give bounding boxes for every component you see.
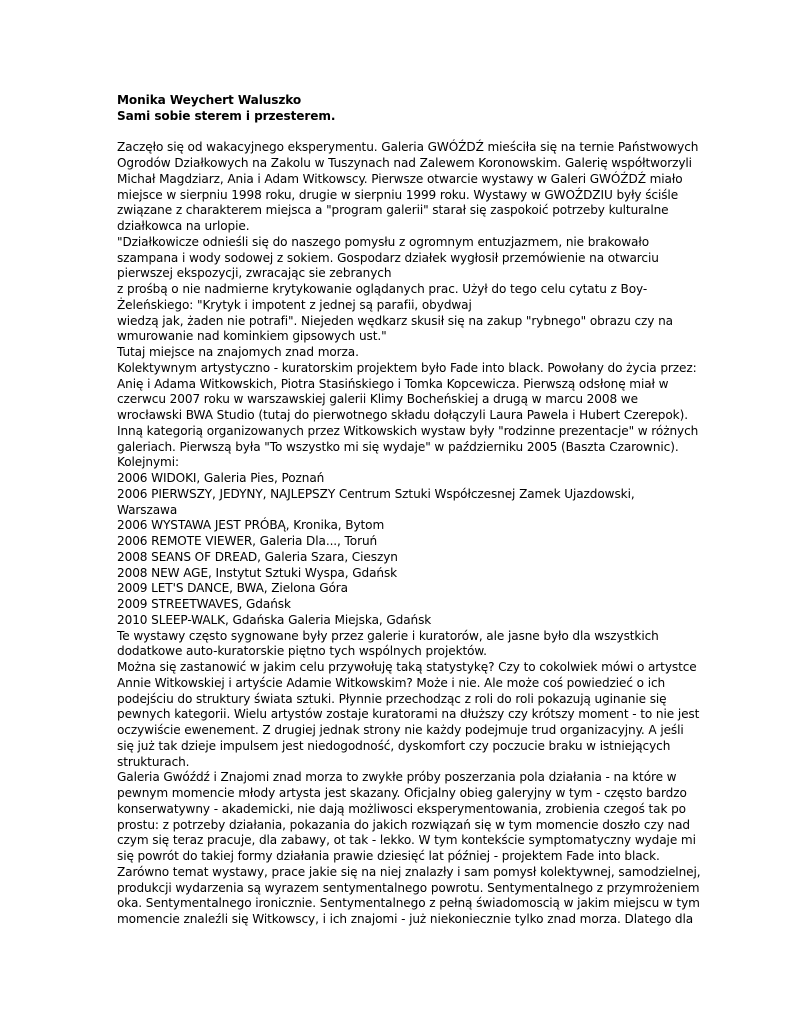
text-line: galeriach. Pierwszą była "To wszystko mi się wydaje" w październiku 2005 (Baszta Czarownic). — [117, 439, 679, 454]
text-line: Galeria Gwóźdź i Znajomi znad morza to zwykłe próby poszerzania pola działania - na które w — [117, 770, 677, 785]
text-line: 2009 LET'S DANCE, BWA, Zielona Góra — [117, 581, 348, 596]
text-line: 2009 STREETWAVES, Gdańsk — [117, 597, 291, 611]
text-line: 2008 NEW AGE, Instytut Sztuki Wyspa, Gdańsk — [117, 565, 398, 580]
text-line: 2008 SEANS OF DREAD, Galeria Szara, Cieszyn — [117, 549, 398, 564]
text-line: Zarówno temat wystawy, prace jakie się na niej znalazły i sam pomysł kolektywnej, samodzielnej, — [117, 864, 701, 879]
text-line: Zaczęło się od wakacyjnego eksperymentu. Galeria GWÓŹDŹ mieściła się na ternie Państwowych — [117, 140, 699, 155]
text-line: czym się teraz pracuje, dla zabawy, ot tak - lekko. W tym kontekście symptomatyczny wydaje mi — [117, 833, 696, 848]
text-line: 2006 WYSTAWA JEST PRÓBĄ, Kronika, Bytom — [117, 518, 385, 533]
text-line: podejściu do struktury świata sztuki. Płynnie przechodząc z roli do roli pokazują uginanie się — [117, 691, 667, 706]
document-page — [117, 93, 701, 928]
text-line: dodatkowe auto-kuratorskie piętno tych wspólnych projektów. — [117, 644, 487, 659]
text-line: pewnych kategorii. Wielu artystów zostaje kuratorami na dłuższy czy krótszy moment - to nie jest — [117, 707, 700, 722]
text-line: miejsce w sierpniu 1998 roku, drugie w sierpniu 1999 roku. Wystawy w GWOŹDZIU były ściśle — [117, 187, 679, 202]
text-line: konserwatywny - akademicki, nie dają możliwosci eksperymentowania, zrobienia czegoś tak po — [117, 801, 686, 816]
text-line: momencie znaleźli się Witkowscy, i ich znajomi - już niekoniecznie tylko znad morza. Dlatego dla — [117, 912, 694, 926]
text-line: "Działkowicze odnieśli się do naszego pomysłu z ogromnym entuzjazmem, nie brakowało — [117, 234, 650, 249]
text-line: Warszawa — [117, 502, 178, 517]
text-line: Żeleńskiego: "Krytyk i impotent z jednej są parafii, obydwaj — [117, 297, 472, 312]
text-line: wrocławski BWA Studio (tutaj do pierwotnego składu dołączyli Laura Pawela i Hubert Czerepok). — [117, 408, 688, 422]
title-block — [117, 93, 677, 125]
body-text — [117, 140, 701, 928]
text-line: działkowca na urlopie. — [117, 219, 250, 233]
text-line: prostu: z potrzeby działania, pokazania do jakich rozwiązań się w tym momencie doszło czy nad — [117, 817, 690, 832]
text-line: pewnym momencie młody artysta jest skazany. Oficjalny obieg galeryjny w tym - często bardzo — [117, 786, 687, 800]
text-line: Tutaj miejsce na znajomych znad morza. — [117, 345, 359, 359]
text-line: z prośbą o nie nadmierne krytykowanie oglądanych prac. Użył do tego celu cytatu z Boy- — [117, 282, 648, 296]
text-line: Inną kategorią organizowanych przez Witkowskich wystaw były "rodzinne prezentacje" w różnych — [117, 423, 699, 438]
text-line: Można się zastanowić w jakim celu przywołuję taką statystykę? Czy to cokolwiek mówi o artystce — [117, 660, 697, 674]
text-line: oka. Sentymentalnego ironicznie. Sentymentalnego z pełną świadomoscią w jakim miejscu w tym — [117, 896, 700, 911]
text-line: się powrót do takiej formy działania prawie dziesięć lat później - projektem Fade into black. — [117, 849, 660, 863]
text-line: wiedzą jak, żaden nie potrafi". Niejeden wędkarz skusił się na zakup "rybnego" obrazu czy na — [117, 313, 673, 328]
text-line: 2006 PIERWSZY, JEDYNY, NAJLEPSZY Centrum Sztuki Współczesnej Zamek Ujazdowski, — [117, 486, 635, 501]
text-line: szampana i wody sodowej z sokiem. Gospodarz działek wygłosił przemówienie na otwarciu — [117, 250, 659, 265]
text-line: czerwcu 2007 roku w warszawskiej galerii Klimy Bocheńskiej a drugą w marcu 2008 we — [117, 392, 638, 407]
text-line: się już tak dzieje impulsem jest niedogodność, dyskomfort czy poczucie braku w istniejących — [117, 738, 671, 753]
text-line: wmurowanie nad kominkiem gipsowych ust." — [117, 329, 387, 344]
text-line: Te wystawy często sygnowane były przez galerie i kuratorów, ale jasne było dla wszystkich — [117, 628, 659, 643]
text-line: Annie Witkowskiej i artyście Adamie Witkowskim? Może i nie. Ale może coś powiedzieć o ich — [117, 675, 666, 690]
text-line: oczywiście ewenement. Z drugiej jednak strony nie każdy podejmuje trud organizacyjny. A jeśli — [117, 723, 684, 737]
author-name: Monika Weychert Waluszko — [117, 93, 302, 107]
text-line: Michał Magdziarz, Ania i Adam Witkowscy. Pierwsze otwarcie wystawy w Galeri GWÓŹDŹ miało — [117, 171, 683, 186]
text-line: strukturach. — [117, 754, 190, 769]
text-line: związane z charakterem miejsca a "program galerii" starał się zaspokoić potrzeby kulturalne — [117, 203, 669, 218]
article-title: Sami sobie sterem i przesterem. — [117, 108, 336, 123]
text-line: 2010 SLEEP-WALK, Gdańska Galeria Miejska, Gdańsk — [117, 612, 432, 627]
text-line: Kolejnymi: — [117, 455, 179, 470]
text-line: Ogrodów Działkowych na Zakolu w Tuszynach nad Zalewem Koronowskim. Galerię współtworzyli — [117, 156, 692, 170]
text-line: 2006 WIDOKI, Galeria Pies, Poznań — [117, 471, 325, 485]
text-line: produkcji wydarzenia są wyrazem sentymentalnego powrotu. Sentymentalnego z przymrożeniem — [117, 880, 700, 895]
text-line: Kolektywnym artystyczno - kuratorskim projektem było Fade into black. Powołany do życia przez: — [117, 360, 697, 375]
text-line: pierwszej ekspozycji, zwracając sie zebranych — [117, 266, 392, 281]
text-line: Anię i Adama Witkowskich, Piotra Stasińskiego i Tomka Kopcewicza. Pierwszą odsłonę miał w — [117, 376, 669, 391]
text-line: 2006 REMOTE VIEWER, Galeria Dla..., Toruń — [117, 534, 378, 548]
